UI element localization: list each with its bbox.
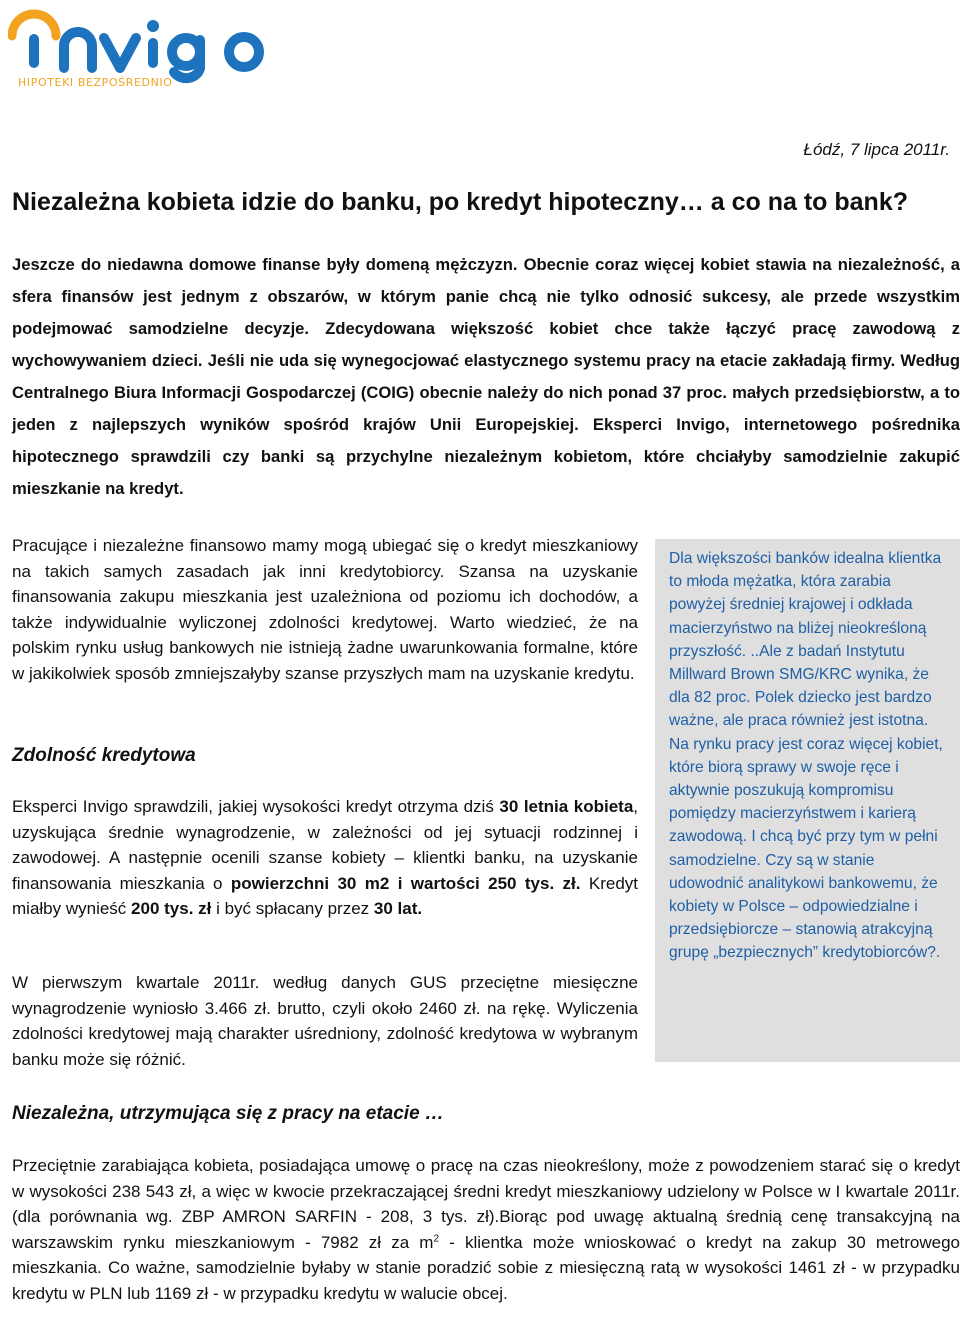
sidebar-box xyxy=(655,539,960,1062)
article-lead: Jeszcze do niedawna domowe finanse były domeną mężczyzn. Obecnie coraz więcej kobiet stawia na niezależność, a sfera finansów jest jednym z obszarów, w którym panie chcą nie tylko odnosić sukcesy, ale przede wszystkim podejmować samodzielne decyzje. Zdecydowana większość kobiet chce także łączyć pracę zawodową z wychowywaniem dzieci. Jeśli nie uda się wynegocjować elastycznego systemu pracy na etacie zakładają firmy. Według Centralnego Biura Informacji Gospodarczej (COIG) obecnie należy do nich ponad 37 proc. małych przedsiębiorstw, a to jeden z najlepszych wyników spośród krajów Unii Europejskiej. Eksperci Invigo, internetowego pośrednika hipotecznego sprawdzili czy banki są przychylne niezależnym kobietom, które chciałyby samodzielnie zakupić mieszkanie na kredyt. xyxy=(12,255,960,498)
date-line: Łódź, 7 lipca 2011r. xyxy=(803,140,950,159)
invigo-logo xyxy=(8,6,308,89)
paragraph-3: W pierwszym kwartale 2011r. według danych GUS przeciętne miesięczne wynagrodzenie wyniosło 3.466 zł. brutto, czyli około 2460 zł. na rękę. Wyliczenia zdolności kredytowej mają charakter uśredniony, zdolność kredytowa w wybranym banku może się różnić. xyxy=(12,973,638,1069)
section-heading-etat: Niezależna, utrzymująca się z pracy na etacie … xyxy=(12,1103,444,1124)
invigo-logo-graphic xyxy=(8,6,308,86)
paragraph-2: Eksperci Invigo sprawdzili, jakiej wysokości kredyt otrzyma dziś 30 letnia kobieta, uzyskująca średnie wynagrodzenie, w zależności od jej sytuacji rodzinnej i zawodowej. A następnie ocenili szanse kobiety – klientki banku, na uzyskanie finansowania mieszkania o powierzchni 30 m2 i wartości 250 tys. zł. Kredyt miałby wynieść 200 tys. zł i być spłacany przez 30 lat. xyxy=(12,797,639,918)
logo-tagline: HIPOTEKI BEZPOŚREDNIO xyxy=(18,76,173,89)
paragraph-1: Pracujące i niezależne finansowo mamy mogą ubiegać się o kredyt mieszkaniowy na takich samych zasadach jak inni kredytobiorcy. Szansa na uzyskanie finansowania zakupu mieszkania jest uzależniona od poziomu ich dochodów, a także indywidualnie wyliczonej zdolności kredytowej. Warto wiedzieć, że na polskim rynku usług bankowych nie istnieją żadne uwarunkowania formalne, które w jakikolwiek sposób zmniejszałyby szanse przyszłych mam na uzyskanie kredytu. xyxy=(12,536,638,683)
paragraph-4: Przeciętnie zarabiająca kobieta, posiadająca umowę o pracę na czas nieokreślony, może z powodzeniem starać się o kredyt w wysokości 238 543 zł, a więc w kwocie przekraczającej średni kredyt mieszkaniowy udzielony w Polsce w I kwartale 2011r. (dla porównania wg. ZBP AMRON SARFIN - 208, 3 tys. zł).Biorąc pod uwagę aktualną średnią cenę transakcyjną na warszawskim rynku mieszkaniowym - 7982 zł za $m^2$ - klientka może wnioskować o kredyt na zakup 30 metrowego mieszkania. Co ważne, samodzielnie byłaby w stanie poradzić sobie z miesięczną ratą w wysokości 1461 zł - w przypadku kredytu w PLN lub 1169 zł - w przypadku kredytu w walucie obcej. xyxy=(12,1156,960,1303)
article-title: Niezależna kobieta idzie do banku, po kredyt hipoteczny… a co na to bank? xyxy=(12,188,908,216)
sidebar-text: Dla większości banków idealna klientka to młoda mężatka, która zarabia powyżej średniej krajowej i odkłada macierzyństwo na bliżej nieokreśloną przyszłość. ..Ale z badań Instytutu Millward Brown SMG/KRC wynika, że dla 82 proc. Polek dziecko jest bardzo ważne, ale praca również jest istotna. Na rynku pracy jest coraz więcej kobiet, które biorą sprawy w swoje ręce i aktywnie poszukują kompromisu pomiędzy macierzyństwem i karierą zawodową. I chcą być przy tym w pełni samodzielne. Czy są w stanie udowodnić analitykowi bankowemu, że kobiety w Polsce – odpowiedzialne i przedsiębiorcze – stanowią atrakcyjną grupę „bezpiecznych” kredytobiorców?. xyxy=(669,550,943,962)
section-heading-zdolnosc: Zdolność kredytowa xyxy=(12,745,196,766)
